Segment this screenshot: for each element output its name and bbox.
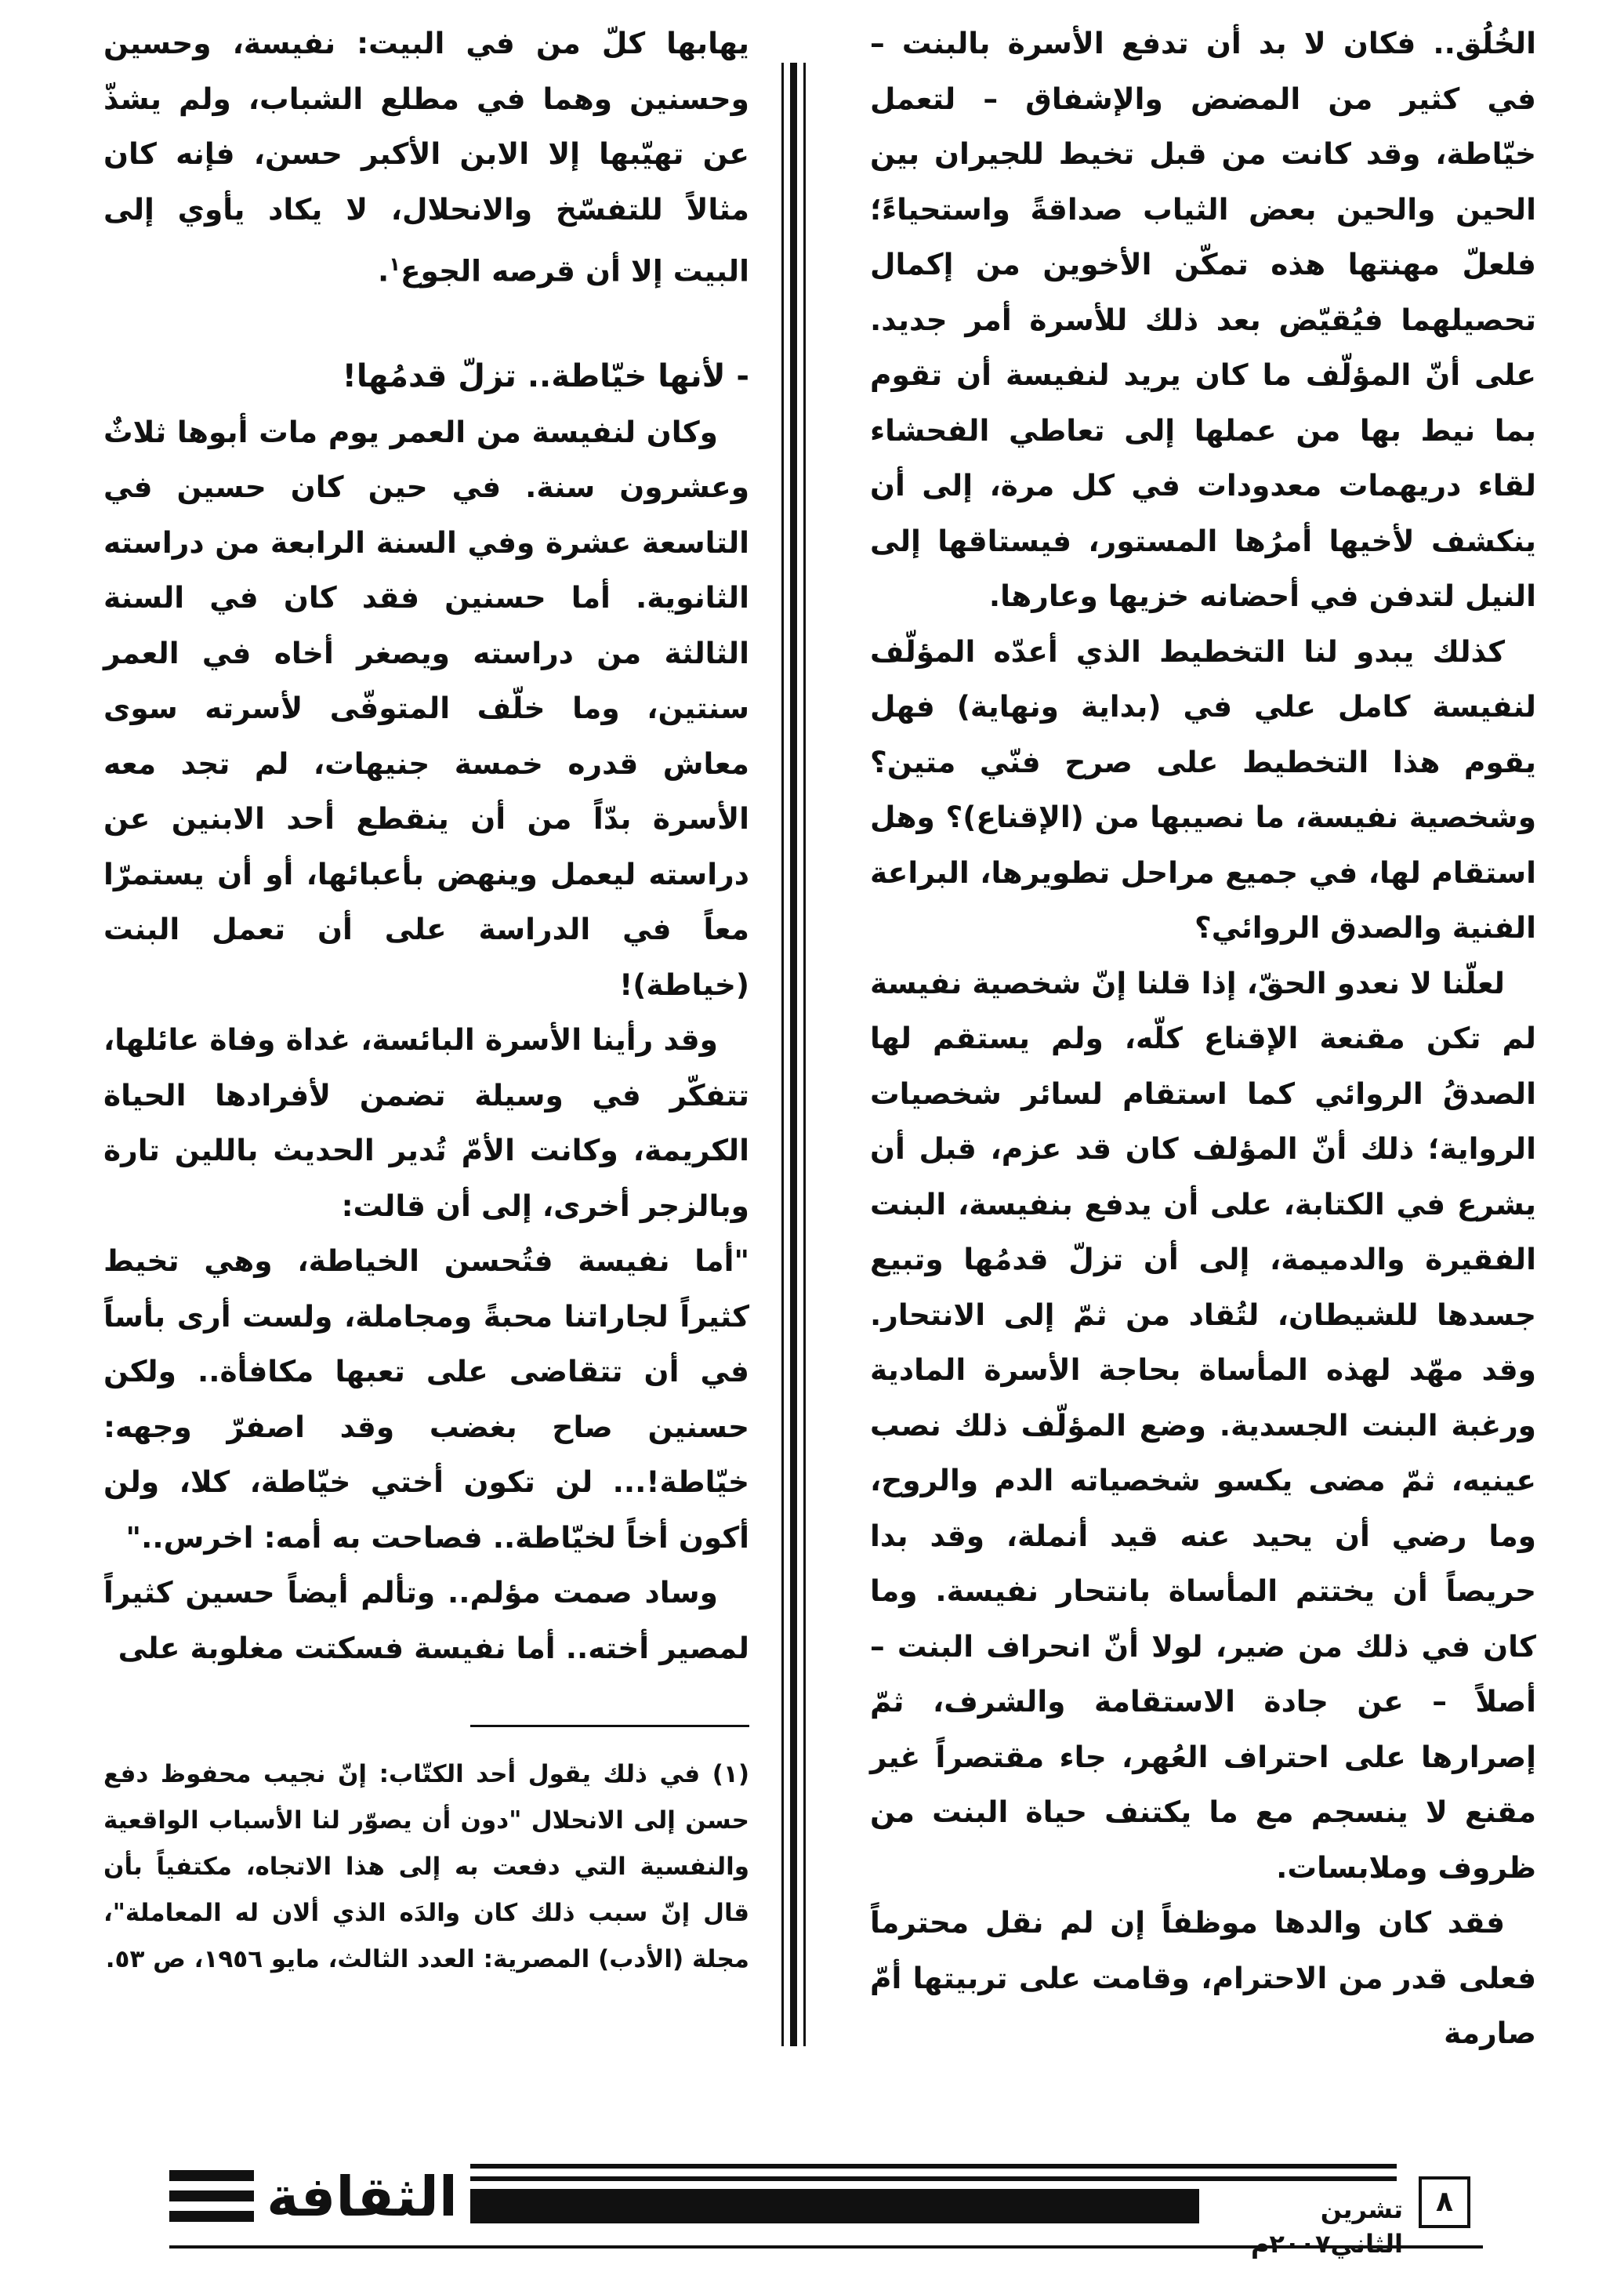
right-paragraph-2: كذلك يبدو لنا التخطيط الذي أعدّه المؤلّف لنفيسة كامل علي في (بداية ونهاية) فهل يقوم هذا التخطيط على صرح فنّي متين؟ وشخصية نفيسة، ما نصيبها من (الإقناع)؟ وهل استقام لها، في جميع مراحل تطويرها، البراعة الفنية والصدق الروائي؟ [870, 633, 1536, 945]
left-intro-paragraph [103, 16, 749, 299]
right-paragraph-3: لعلّنا لا نعدو الحقّ، إذا قلنا إنّ شخصية نفيسة لم تكن مقنعة الإقناع كلّه، ولم يستقم لها الصدقُ الروائي كما استقام لسائر شخصيات الرواية؛ ذلك أنّ المؤلف كان قد عزم، قبل أن يشرع في الكتابة، على أن يدفع بنفيسة، البنت الفقيرة والدميمة، إلى أن تزلّ قدمُها وتبيع جسدها للشيطان، لتُقاد من ثمّ إلى الانتحار. وقد مهّد لهذه المأساة بحاجة الأسرة المادية ورغبة البنت الجسدية. وضع المؤلّف ذلك نصب عينيه، ثمّ مضى يكسو شخصياته الدم والروح، وما رضي أن يحيد عنه قيد أنملة، وقد بدا حريصاً أن يختتم المأساة بانتحار نفيسة. وما كان في ذلك من ضير، لولا أنّ انحراف البنت – أصلاً – عن جادة الاستقامة والشرف، ثمّ إصرارها على احتراف العُهر، جاء مقتصراً غير مقنع لا ينسجم مع ما يكتنف حياة البنت من ظروف وملابسات. [870, 965, 1536, 1885]
left-column [103, 16, 749, 1675]
right-column [870, 16, 1536, 2061]
left-paragraph-4: وساد صمت مؤلم.. وتألم أيضاً حسين كثيراً لمصير أخته.. أما نفيسة فسكتت مغلوبة على [103, 1575, 749, 1665]
page-number: ٨ [1419, 2176, 1470, 2228]
footer-bar-right-mid [470, 2176, 1397, 2181]
column-separator-thin-right [803, 63, 806, 2046]
magazine-logo: الثقافة [266, 2165, 458, 2229]
right-paragraph-4: فقد كان والدها موظفاً إن لم نقل محترماً فعلى قدر من الاحترام، وقامت على تربيتها أمّ صارمة [870, 1905, 1536, 2050]
footer-bar-left-1 [169, 2170, 254, 2181]
right-paragraph-1: الخُلُق.. فكان لا بد أن تدفع الأسرة بالبنت – في كثير من المضض والإشفاق – لتعمل خيّاطة، وقد كانت من قبل تخيط للجيران بين الحين والحين بعض الثياب صداقةً واستحياءً؛ فلعلّ مهنتها هذه تمكّن الأخوين من إكمال تحصيلهما فيُقيّض بعد ذلك للأسرة أمر جديد. على أنّ المؤلّف ما كان يريد لنفيسة أن تقوم بما نيط بها من عملها إلى تعاطي الفحشاء لقاء دريهمات معدودات في كل مرة، إلى أن ينكشف لأخيها أمرُها المستور، فيستاقها إلى النيل لتدفن في أحضانه خزيها وعارها. [870, 26, 1536, 613]
column-separator-thick [790, 63, 797, 2046]
footnote-reference[interactable]: ١ [389, 253, 401, 275]
left-paragraph-3: "أما نفيسة فتُحسن الخياطة، وهي تخيط كثيراً لجاراتنا محبةً ومجاملة، ولست أرى بأساً في أن تتقاضى على تعبها مكافأة.. ولكن حسنين صاح بغضب وقد اصفرّ وجهه: خيّاطة!... لن تكون أختي خيّاطة، كلا، ولن أكون أخاً لخيّاطة.. فصاحت به أمه: اخرس.." [103, 1243, 749, 1555]
column-separator-thin-left [781, 63, 784, 2046]
footer-bar-left-2 [169, 2190, 254, 2201]
issue-date: تشرين الثاني٢٠٠٧م [1250, 2194, 1403, 2259]
footer-bar-left-3 [169, 2211, 254, 2222]
section-subheading: - لأنها خيّاطة.. تزلّ قدمُها! [342, 358, 749, 394]
footnote-text: (١) في ذلك يقول أحد الكتّاب: إنّ نجيب محفوظ دفع حسن إلى الانحلال "دون أن يصوّر لنا الأسباب الواقعية والنفسية التي دفعت به إلى هذا الاتجاه، مكتفياً بأن قال إنّ سبب ذلك كان والدَه الذي ألان له المعاملة"، مجلة (الأدب) المصرية: العدد الثالث، مايو ١٩٥٦، ص ٥٣. [103, 1760, 749, 1973]
footnote-rule [470, 1725, 749, 1727]
footer-bar-right-solid [470, 2189, 1199, 2223]
left-intro-text: يهابها كلّ من في البيت: نفيسة، وحسين وحسنين وهما في مطلع الشباب، ولم يشذّ عن تهيّبها إلا الابن الأكبر حسن، فإنه كان مثالاً للتفسّخ والانحلال، لا يكاد يأوي إلى البيت إلا أن قرصه الجوع [103, 26, 749, 289]
footer-bar-right-top [470, 2164, 1397, 2169]
footnote [103, 1751, 749, 1983]
left-paragraph-1: وكان لنفيسة من العمر يوم مات أبوها ثلاثٌ وعشرون سنة. في حين كان حسين في التاسعة عشرة وفي السنة الرابعة من دراسته الثانوية. أما حسنين فقد كان في السنة الثالثة من دراسته ويصغر أخاه في العمر سنتين، وما خلّف المتوفّى لأسرته سوى معاش قدره خمسة جنيهات، لم تجد معه الأسرة بدّاً من أن ينقطع أحد الابنين عن دراسته ليعمل وينهض بأعبائها، أو أن يستمرّا معاً في الدراسة على أن تعمل البنت (خياطة)! [103, 414, 749, 1002]
left-intro-end: . [378, 253, 390, 289]
left-paragraph-2: وقد رأينا الأسرة البائسة، غداة وفاة عائلها، تتفكّر في وسيلة تضمن لأفرادها الحياة الكريمة، وكانت الأمّ تُدير الحديث باللين تارة وبالزجر أخرى، إلى أن قالت: [103, 1022, 749, 1223]
